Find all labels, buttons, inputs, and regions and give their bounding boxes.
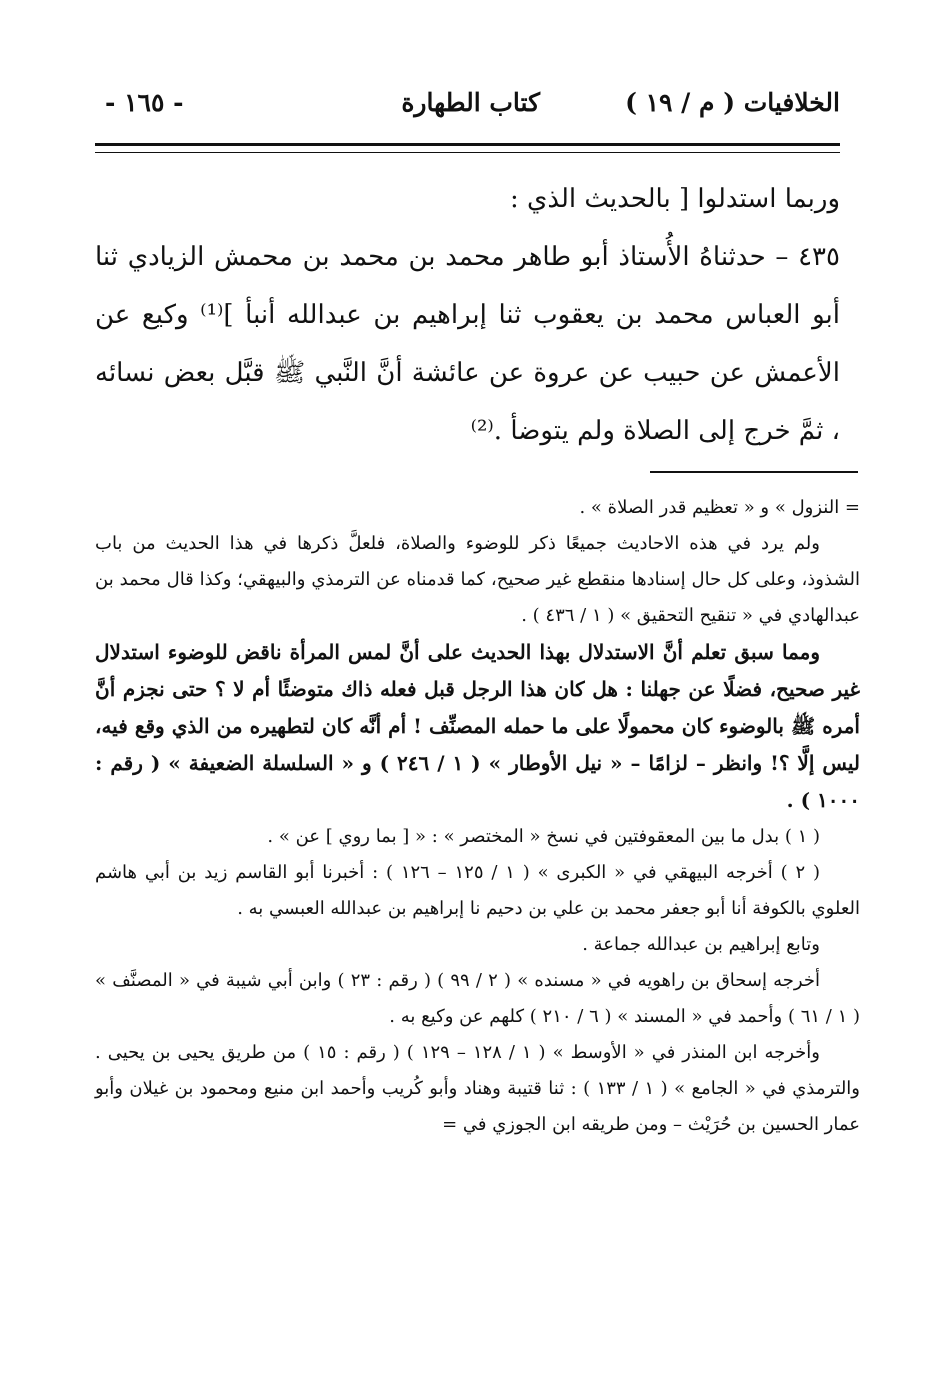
header-rule-thick: [95, 143, 840, 146]
hadith-435: ٤٣٥ – حدثناهُ الأُستاذ أبو طاهر محمد بن محمد بن محمش الزيادي ثنا أبو العباس محمد بن يعقوب ثنا إبراهيم بن عبدالله أنبأ ]⁽¹⁾ وكيع عن الأعمش عن حبيب عن عروة عن عائشة أنَّ النَّبي ﷺ قبَّل بعض نسائه ، ثمَّ خرج إلى الصلاة ولم يتوضأ .⁽²⁾: [95, 242, 840, 446]
header-rule-thin: [95, 152, 840, 153]
footnote-2-sources-b: وأخرجه ابن المنذر في « الأوسط » ( ١ / ١٢٨ – ١٢٩ ) ( رقم : ١٥ ) من طريق يحيى بن يحيى . والترمذي في « الجامع » ( ١ / ١٣٣ ) : ثنا قتيبة وهناد وأبو كُريب وأحمد ابن منيع ومحمود بن غيلان وأبو عمار الحسين بن حُرَيْث – ومن طريقه ابن الجوزي في =: [95, 1042, 860, 1135]
footnote-2: ( ٢ ) أخرجه البيهقي في « الكبرى » ( ١ / ١٢٥ – ١٢٦ ) : أخبرنا أبو القاسم زيد بن أبي هاشم العلوي بالكوفة أنا أبو جعفر محمد بن علي بن دحيم نا إبراهيم بن عبدالله العبسي به .: [95, 862, 860, 919]
page-header: [95, 88, 840, 128]
footnote-2-sources-a: أخرجه إسحاق بن راهويه في « مسنده » ( ٢ / ٩٩ ) ( رقم : ٢٣ ) وابن أبي شيبة في « المصنَّف » ( ١ / ٦١ ) وأحمد في « المسند » ( ٦ / ٢١٠ ) كلهم عن وكيع به .: [95, 970, 860, 1027]
footnote-2-followers: وتابع إبراهيم بن عبدالله جماعة .: [582, 934, 820, 955]
commentary-paragraph: ولم يرد في هذه الاحاديث جميعًا ذكر للوضوء والصلاة، فلعلَّ ذكرها في هذا الحديث من باب الشذوذ، وعلى كل حال إسنادها منقطع غير صحيح، كما قدمناه عن الترمذي والبيهقي؛ وكذا قال محمد بن عبدالهادي في « تنقيح التحقيق » ( ١ / ٤٣٦ ) .: [95, 533, 860, 626]
footnote-separator: [650, 471, 858, 473]
footnote-1: ( ١ ) بدل ما بين المعقوفتين في نسخ « المختصر » : « [ بما روي ] عن » .: [267, 826, 820, 847]
page-number: - ١٦٥ -: [105, 88, 184, 117]
commentary-bold-paragraph: ومما سبق تعلم أنَّ الاستدلال بهذا الحديث على أنَّ لمس المرأة ناقض للوضوء استدلال غير صحيح، فضلًا عن جهلنا : هل كان هذا الرجل قبل فعله ذاك متوضئًا أم لا ؟ حتى نجزم أنَّ أمره ﷺ بالوضوء كان محمولًا على ما حمله المصنِّف ! أم أنَّه كان لتطهيره من الذي وقع فيه، ليس إلَّا ؟! وانظر – لزامًا – « نيل الأوطار » ( ١ / ٢٤٦ ) و « السلسلة الضعيفة » ( رقم : ١٠٠٠ ) .: [95, 640, 860, 812]
running-head-chapter-title: كتاب الطهارة: [401, 88, 540, 117]
intro-line: وربما استدلوا [ بالحديث الذي :: [509, 184, 840, 214]
main-text: [95, 170, 840, 460]
footnotes: [95, 490, 860, 1143]
footnote-continuation: = النزول » و « تعظيم قدر الصلاة » .: [579, 497, 860, 518]
running-head-book-title: الخلافيات ( م / ١٩ ): [625, 88, 840, 117]
